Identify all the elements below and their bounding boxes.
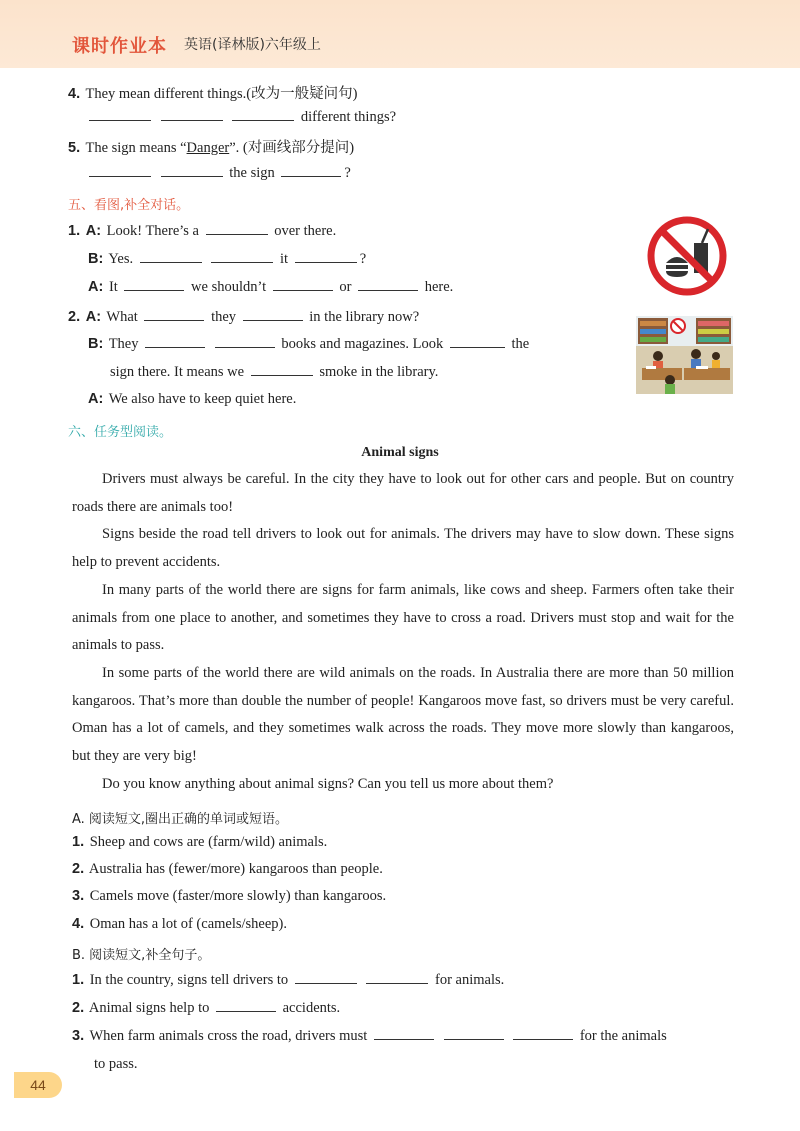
answer-blank[interactable] <box>215 335 275 348</box>
question-5: 5. The sign means “Danger”. (对画线部分提问) <box>68 140 355 156</box>
part-b-item-3-continued: to pass. <box>94 1056 138 1072</box>
answer-blank[interactable] <box>358 278 418 291</box>
answer-blank[interactable] <box>140 250 202 263</box>
dialogue-2-line-1: 2. A: What they in the library now? <box>68 309 420 325</box>
page-number: 44 <box>14 1072 62 1098</box>
answer-blank[interactable] <box>89 164 151 177</box>
answer-blank[interactable] <box>89 108 151 121</box>
part-a-item: 4. Oman has a lot of (camels/sheep). <box>72 916 288 932</box>
part-a-item: 2. Australia has (fewer/more) kangaroos than people. <box>72 861 383 877</box>
answer-blank[interactable] <box>251 363 313 376</box>
answer-blank[interactable] <box>450 335 505 348</box>
dialogue-1-line-3: A: It we shouldn’t or here. <box>88 279 454 295</box>
question-4: 4. They mean different things.(改为一般疑问句) <box>68 86 358 102</box>
answer-blank[interactable] <box>144 308 204 321</box>
part-a-title: A. 阅读短文,圈出正确的单词或短语。 <box>72 812 289 827</box>
question-4-answer: different things? <box>86 108 396 126</box>
answer-blank[interactable] <box>145 335 205 348</box>
dialogue-2-line-4: A: We also have to keep quiet here. <box>88 391 297 407</box>
passage-paragraph-5: Do you know anything about animal signs? Can you tell us more about them? <box>102 776 554 792</box>
section-5-title: 五、看图,补全对话。 <box>68 198 190 213</box>
part-b-item-1: 1. In the country, signs tell drivers to for animals. <box>72 972 505 988</box>
underlined-word: Danger <box>186 140 230 156</box>
page-header <box>0 0 800 68</box>
dialogue-1-line-2: B: Yes. it ? <box>88 251 367 267</box>
answer-blank[interactable] <box>513 1027 573 1040</box>
brand-title: 课时作业本 <box>72 36 167 57</box>
part-b-title: B. 阅读短文,补全句子。 <box>72 948 211 963</box>
answer-blank[interactable] <box>374 1027 434 1040</box>
part-b-item-3: 3. When farm animals cross the road, drivers must for the animals <box>72 1028 667 1044</box>
dialogue-2-line-2: B: They books and magazines. Look the <box>88 336 530 352</box>
subject-title: 英语(译林版)六年级上 <box>184 37 321 53</box>
passage-paragraph-4: In some parts of the world there are wild animals on the roads. In Australia there are more than 50 million kangaroos. That’s more than double the number of people! Kangaroos move fast, so drivers must be very careful. Oman has a lot of camels, and they sometimes walk across the roads. They move more slowly than kangaroos, but they are very big! <box>72 665 734 765</box>
dialogue-1-line-1: 1. A: Look! There’s a over there. <box>68 223 337 239</box>
part-b-item-2: 2. Animal signs help to accidents. <box>72 1000 341 1016</box>
answer-blank[interactable] <box>211 250 273 263</box>
answer-blank[interactable] <box>124 278 184 291</box>
answer-blank[interactable] <box>206 222 268 235</box>
library-scene-icon <box>636 316 733 394</box>
passage-paragraph-2: Signs beside the road tell drivers to look out for animals. The drivers may have to slow down. These signs help to prevent accidents. <box>72 526 734 570</box>
answer-blank[interactable] <box>295 250 357 263</box>
answer-blank[interactable] <box>161 108 223 121</box>
question-5-answer: the sign ? <box>86 164 351 182</box>
answer-blank[interactable] <box>444 1027 504 1040</box>
answer-blank[interactable] <box>232 108 294 121</box>
no-food-drink-sign-icon <box>646 215 728 297</box>
section-6-title: 六、任务型阅读。 <box>68 425 173 440</box>
answer-blank[interactable] <box>366 971 428 984</box>
answer-blank[interactable] <box>216 999 276 1012</box>
passage-title: Animal signs <box>361 445 439 460</box>
answer-blank[interactable] <box>273 278 333 291</box>
answer-blank[interactable] <box>281 164 341 177</box>
answer-blank[interactable] <box>295 971 357 984</box>
answer-blank[interactable] <box>243 308 303 321</box>
passage-paragraph-1: Drivers must always be careful. In the city they have to look out for other cars and people. But on country roads there are animals too! <box>72 471 734 515</box>
part-a-item: 3. Camels move (faster/more slowly) than kangaroos. <box>72 888 387 904</box>
passage-paragraph-3: In many parts of the world there are signs for farm animals, like cows and sheep. Farmers often take their animals from one place to another, and sometimes they have to cross a road. Drivers must stop and wait for the animals to pass. <box>72 582 734 654</box>
part-a-item: 1. Sheep and cows are (farm/wild) animals. <box>72 834 328 850</box>
dialogue-2-line-3: sign there. It means we smoke in the library. <box>110 364 439 380</box>
answer-blank[interactable] <box>161 164 223 177</box>
